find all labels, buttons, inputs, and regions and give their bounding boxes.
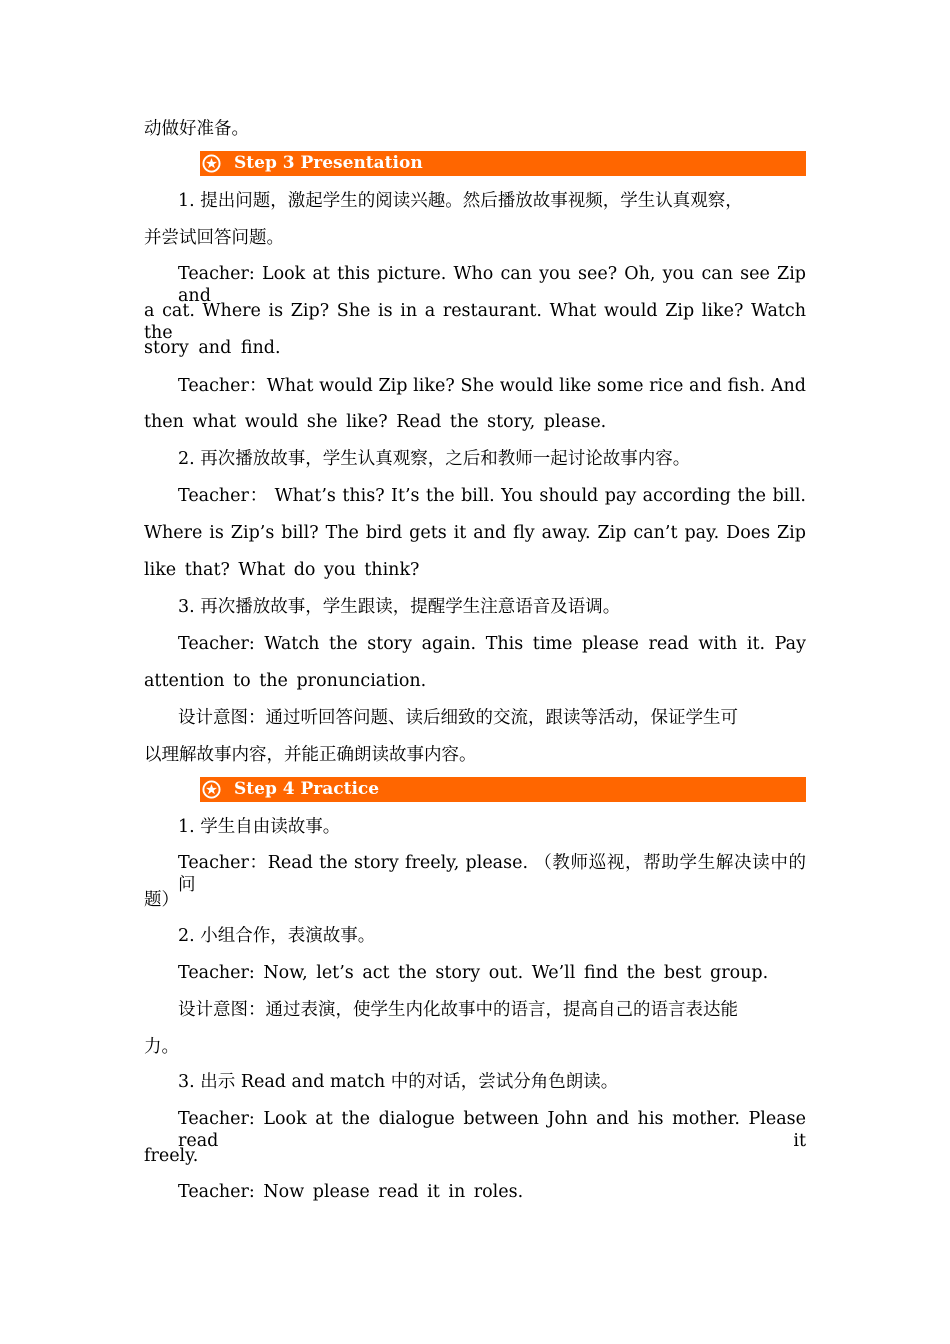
paragraph-line: 1. 学生自由读故事。 bbox=[178, 817, 341, 837]
paragraph-line: 以理解故事内容，并能正确朗读故事内容。 bbox=[144, 745, 477, 765]
paragraph-line: Teacher：Read the story freely, please. （教师巡视，帮助学生解决读中的问 bbox=[178, 853, 806, 895]
paragraph-line: a cat. Where is Zip? She is in a restaurant. What would Zip like? Watch the bbox=[144, 301, 806, 343]
paragraph-line: Teacher: Now please read it in roles. bbox=[178, 1182, 524, 1202]
paragraph-line: story and find. bbox=[144, 338, 281, 358]
paragraph-line: 2. 小组合作，表演故事。 bbox=[178, 926, 376, 946]
paragraph-line: 设计意图：通过听回答问题、读后细致的交流，跟读等活动，保证学生可 bbox=[178, 708, 738, 728]
paragraph-line: Teacher: Look at this picture. Who can you see? Oh, you can see Zip and bbox=[178, 264, 806, 306]
paragraph-line: then what would she like? Read the story, please. bbox=[144, 412, 607, 432]
paragraph-line: 设计意图：通过表演，使学生内化故事中的语言，提高自己的语言表达能 bbox=[178, 1000, 738, 1020]
step-3-title: Step 3 Presentation bbox=[234, 153, 423, 173]
paragraph-line: 3. 再次播放故事，学生跟读，提醒学生注意语音及语调。 bbox=[178, 597, 621, 617]
paragraph-line: Teacher：What would Zip like? She would like some rice and fish. And bbox=[178, 376, 806, 396]
paragraph-line: freely. bbox=[144, 1146, 199, 1166]
paragraph-line: 动做好准备。 bbox=[144, 119, 249, 139]
step-3-header bbox=[200, 151, 806, 176]
paragraph-line: 3. 出示 Read and match 中的对话，尝试分角色朗读。 bbox=[178, 1072, 619, 1092]
step-4-header bbox=[200, 777, 806, 802]
paragraph-line: like that? What do you think? bbox=[144, 560, 420, 580]
paragraph-line: Teacher： What’s this? It’s the bill. You should pay according the bill. bbox=[178, 486, 806, 506]
paragraph-line: 题） bbox=[144, 890, 179, 910]
paragraph-line: Where is Zip’s bill? The bird gets it and fly away. Zip can’t pay. Does Zip bbox=[144, 523, 806, 543]
paragraph-line: Teacher: Now, let’s act the story out. We’ll find the best group. bbox=[178, 963, 769, 983]
paragraph-line: 并尝试回答问题。 bbox=[144, 228, 284, 248]
step-4-title: Step 4 Practice bbox=[234, 779, 380, 799]
paragraph-line: Teacher: Watch the story again. This time please read with it. Pay bbox=[178, 634, 806, 654]
paragraph-line: 2. 再次播放故事，学生认真观察，之后和教师一起讨论故事内容。 bbox=[178, 449, 691, 469]
star-circle-icon bbox=[202, 780, 221, 799]
paragraph-line: 力。 bbox=[144, 1037, 179, 1057]
star-circle-icon bbox=[202, 154, 221, 173]
paragraph-line: attention to the pronunciation. bbox=[144, 671, 427, 691]
paragraph-line: 1. 提出问题，激起学生的阅读兴趣。然后播放故事视频，学生认真观察， bbox=[178, 191, 743, 211]
paragraph-line: Teacher: Look at the dialogue between John and his mother. Please read it bbox=[178, 1109, 806, 1151]
